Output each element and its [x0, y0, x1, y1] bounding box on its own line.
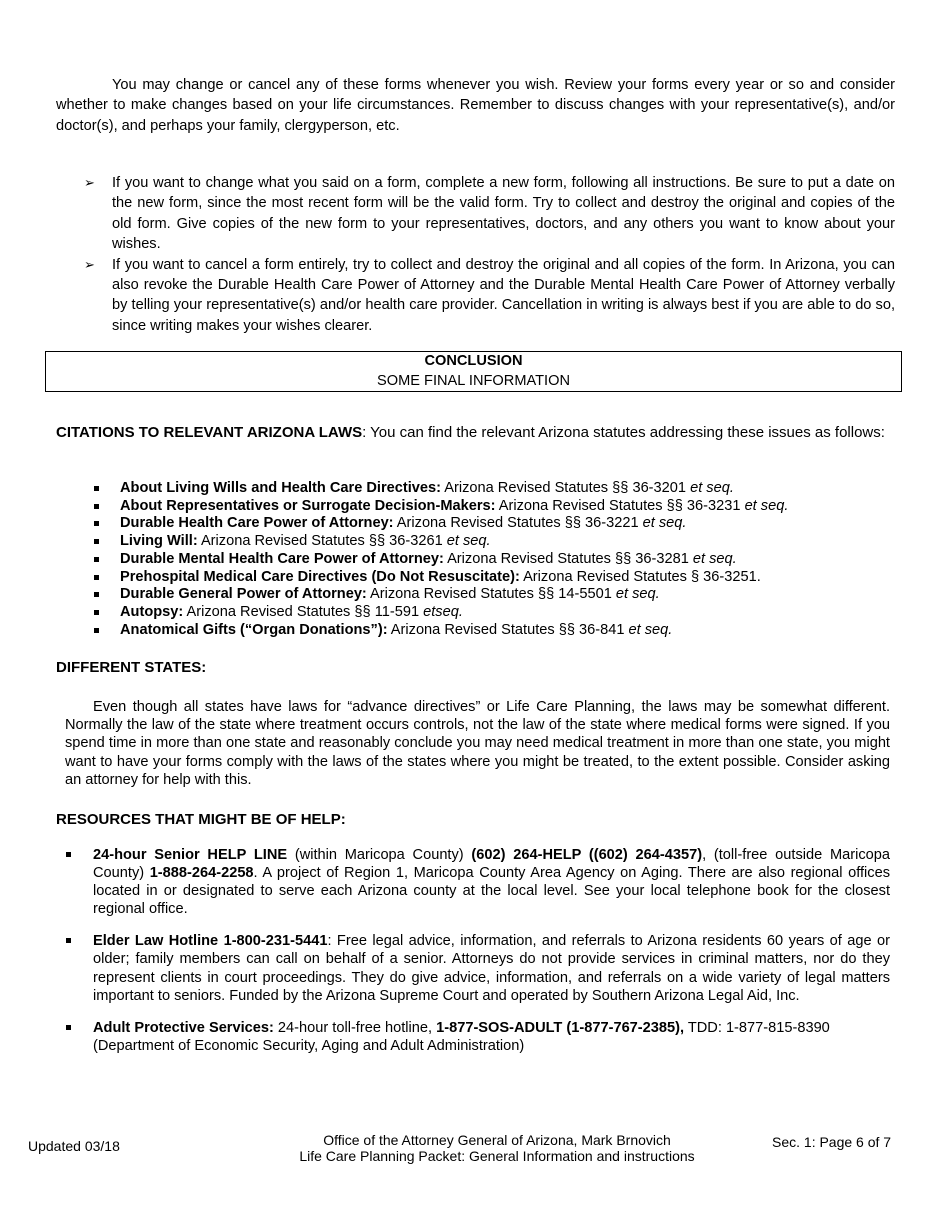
- footer-center: [297, 1132, 697, 1164]
- law-item: Living Will: Arizona Revised Statutes §§ 36-3261 et seq.: [92, 533, 788, 551]
- list-item: ➢ If you want to change what you said on a form, complete a new form, following all instructions. Be sure to put a date on the new form, since the most recent form will be the valid form. Try to collect and destroy the original and copies of the old form. Give copies of the new form to your representatives, doctors, and any others you want to know about your wishes.: [84, 175, 895, 253]
- conclusion-subtitle: SOME FINAL INFORMATION: [377, 372, 570, 389]
- square-bullet-icon: [66, 938, 71, 943]
- square-bullet-icon: [66, 852, 71, 857]
- law-item: Autopsy: Arizona Revised Statutes §§ 11-591 etseq.: [92, 604, 788, 622]
- citations-intro: CITATIONS TO RELEVANT ARIZONA LAWS: You can find the relevant Arizona statutes addressing these issues as follows:: [56, 424, 885, 441]
- square-bullet-icon: [94, 539, 99, 544]
- different-states-paragraph: Even though all states have laws for “advance directives” or Life Care Planning, the laws may be somewhat different. Normally the law of the state where treatment occurs controls, not the law of the state where medical forms were signed. If you spend time in more than one state and reasonably conclude you may need medical treatment in more than one state, you might want to have your forms comply with the laws of the states where you might be treated, to the extent possible. Consider asking an attorney for help with this.: [65, 699, 890, 788]
- list-item: ➢ If you want to cancel a form entirely, try to collect and destroy the original and all copies of the form. In Arizona, you can also revoke the Durable Health Care Power of Attorney and the Durable Mental Health Care Power of Attorney verbally by telling your representative(s) and/or health care provider. Cancellation in writing is always best if you are able to do so, since writing makes your wishes clearer.: [84, 256, 895, 334]
- intro-paragraph: You may change or cancel any of these forms whenever you wish. Review your forms every year or so and consider whether to make changes based on your life circumstances. Remember to discuss changes with your representative(s), and/or doctor(s), and perhaps your family, clergyperson, etc.: [56, 77, 895, 134]
- arrow-bullet-icon: ➢: [84, 175, 95, 190]
- resource-help-line: 24-hour Senior HELP LINE (within Maricopa County) (602) 264-HELP ((602) 264-4357), (toll-free outside Maricopa County) 1-888-264-2258. A project of Region 1, Maricopa County Area Agency on Aging. There are also regional offices located in or designated to serve each Arizona county at the local level. See your local telephone book for the closest regional office.: [56, 846, 890, 918]
- laws-list: [92, 480, 788, 639]
- law-item: About Living Wills and Health Care Directives: Arizona Revised Statutes §§ 36-3201 et seq.: [92, 480, 788, 498]
- law-item: Durable General Power of Attorney: Arizona Revised Statutes §§ 14-5501 et seq.: [92, 586, 788, 604]
- square-bullet-icon: [94, 592, 99, 597]
- law-item: Prehospital Medical Care Directives (Do Not Resuscitate): Arizona Revised Statutes § 36-3251.: [92, 569, 788, 587]
- arrow-bullet-icon: ➢: [84, 256, 95, 272]
- resource-elder-law: Elder Law Hotline 1-800-231-5441: Free legal advice, information, and referrals to Arizona residents 60 years of age or older; family members can call on behalf of a senior. Attorneys do not provide services in criminal matters, nor do they represent clients in court proceedings. They do give advice, information, and referrals on a wide variety of legal matters important to seniors. Funded by the Arizona Supreme Court and operated by Southern Arizona Legal Aid, Inc.: [56, 932, 890, 1004]
- change-instructions-list: [56, 173, 895, 336]
- conclusion-box: [45, 351, 902, 392]
- citations-heading: CITATIONS TO RELEVANT ARIZONA LAWS: [56, 424, 363, 441]
- resource-adult-protective: Adult Protective Services: 24-hour toll-free hotline, 1-877-SOS-ADULT (1-877-767-2385), TDD: 1-877-815-8390 (Department of Economic Security, Aging and Adult Administration): [56, 1019, 890, 1055]
- law-item: Anatomical Gifts (“Organ Donations”): Arizona Revised Statutes §§ 36-841 et seq.: [92, 622, 788, 640]
- different-states-heading: DIFFERENT STATES:: [56, 659, 207, 676]
- resources-list: [56, 846, 890, 1069]
- resources-heading: RESOURCES THAT MIGHT BE OF HELP:: [56, 811, 346, 828]
- square-bullet-icon: [94, 504, 99, 509]
- law-item: About Representatives or Surrogate Decision-Makers: Arizona Revised Statutes §§ 36-3231 et seq.: [92, 498, 788, 516]
- square-bullet-icon: [94, 521, 99, 526]
- conclusion-title: CONCLUSION: [424, 353, 523, 369]
- square-bullet-icon: [94, 557, 99, 562]
- square-bullet-icon: [94, 610, 99, 615]
- square-bullet-icon: [94, 628, 99, 633]
- footer-packet: Life Care Planning Packet: General Information and instructions: [299, 1148, 695, 1164]
- square-bullet-icon: [66, 1025, 71, 1030]
- footer-office: Office of the Attorney General of Arizona, Mark Brnovich: [323, 1132, 671, 1148]
- law-item: Durable Health Care Power of Attorney: Arizona Revised Statutes §§ 36-3221 et seq.: [92, 515, 788, 533]
- footer-page-number: Sec. 1: Page 6 of 7: [772, 1134, 892, 1150]
- square-bullet-icon: [94, 575, 99, 580]
- square-bullet-icon: [94, 486, 99, 491]
- law-item: Durable Mental Health Care Power of Attorney: Arizona Revised Statutes §§ 36-3281 et seq.: [92, 551, 788, 569]
- footer-updated: Updated 03/18: [28, 1138, 120, 1154]
